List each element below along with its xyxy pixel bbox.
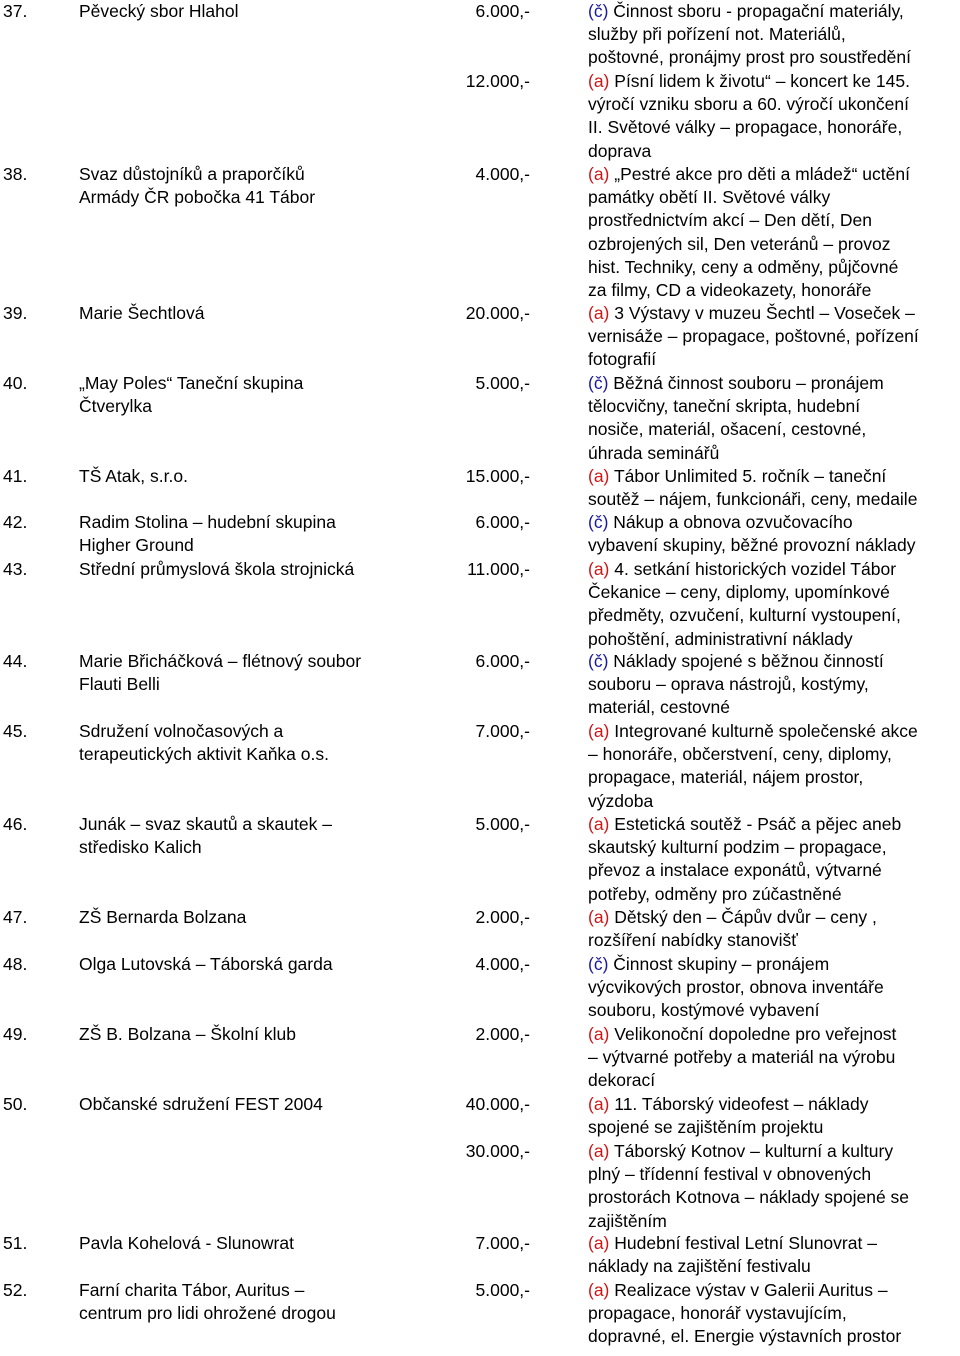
purpose-text: prostorách Kotnova – náklady spojené se bbox=[588, 1187, 910, 1208]
purpose-line bbox=[588, 1116, 823, 1139]
entry-number: 43. bbox=[3, 559, 28, 579]
purpose-text: pohoštění, administrativní náklady bbox=[588, 628, 853, 649]
purpose-text: soutěž – nájem, funkcionáři, ceny, medaile bbox=[588, 489, 918, 510]
entry-number: 42. bbox=[3, 512, 28, 532]
purpose-line bbox=[588, 209, 872, 232]
purpose-text: zajištěním bbox=[588, 1210, 667, 1231]
applicant-name-line: Armády ČR pobočka 41 Tábor bbox=[79, 187, 316, 208]
entry-number: 39. bbox=[3, 303, 28, 323]
purpose-line bbox=[588, 465, 886, 488]
purpose-text: – výtvarné potřeby a materiál na výrobu bbox=[588, 1047, 896, 1068]
purpose-line bbox=[588, 836, 887, 859]
purpose-category-code: (a) bbox=[588, 71, 610, 91]
purpose-text: Nákup a obnova ozvučovacího bbox=[613, 512, 853, 532]
purpose-category-code: (a) bbox=[588, 1094, 610, 1114]
applicant-name-line: Občanské sdružení FEST 2004 bbox=[79, 1094, 323, 1114]
purpose-text: výročí vzniku sboru a 60. výročí ukončení bbox=[588, 94, 909, 115]
purpose-text: 3 Výstavy v muzeu Šechtl – Voseček – bbox=[614, 303, 915, 323]
grant-amount: 5.000,- bbox=[475, 814, 530, 834]
grant-amount: 5.000,- bbox=[475, 373, 530, 393]
purpose-text: Estetická soutěž - Psáč a pějec aneb bbox=[614, 814, 902, 834]
purpose-line bbox=[588, 720, 918, 743]
purpose-text: plný – třídenní festival v obnovených bbox=[588, 1164, 872, 1185]
purpose-line bbox=[588, 70, 910, 93]
purpose-text: skautský kulturní podzim – propagace, bbox=[588, 837, 887, 858]
grant-amount: 12.000,- bbox=[465, 71, 530, 91]
purpose-line bbox=[588, 163, 910, 186]
applicant-name-line: Olga Lutovská – Táborská garda bbox=[79, 954, 333, 974]
applicant-name-line: Farní charita Tábor, Auritus – bbox=[79, 1280, 305, 1300]
purpose-line bbox=[588, 976, 884, 999]
purpose-text: Realizace výstav v Galerii Auritus – bbox=[614, 1280, 888, 1300]
applicant-name-line: Svaz důstojníků a praporčíků bbox=[79, 164, 305, 184]
purpose-category-code: (a) bbox=[588, 164, 610, 184]
purpose-line bbox=[588, 1232, 877, 1255]
purpose-text: Tábor Unlimited 5. ročník – taneční bbox=[613, 466, 887, 486]
purpose-line bbox=[588, 511, 853, 534]
purpose-line bbox=[588, 558, 896, 581]
applicant-name-line: Radim Stolina – hudební skupina bbox=[79, 512, 336, 532]
applicant-name-line: Higher Ground bbox=[79, 535, 194, 556]
purpose-line bbox=[588, 256, 898, 279]
purpose-text: Dětský den – Čápův dvůr – ceny , bbox=[614, 907, 877, 927]
entry-number: 48. bbox=[3, 954, 28, 974]
purpose-category-code: (a) bbox=[588, 1024, 610, 1044]
purpose-line bbox=[588, 813, 901, 836]
grant-amount: 7.000,- bbox=[475, 1233, 530, 1253]
applicant-name-line: Pavla Kohelová - Slunowrat bbox=[79, 1233, 294, 1253]
purpose-line bbox=[588, 279, 871, 302]
purpose-line bbox=[588, 233, 891, 256]
applicant-name-line: ZŠ Bernarda Bolzana bbox=[79, 907, 247, 927]
entry-number: 41. bbox=[3, 466, 28, 486]
purpose-line bbox=[588, 906, 877, 929]
purpose-text: spojené se zajištěním projektu bbox=[588, 1117, 824, 1138]
purpose-category-code: (č) bbox=[588, 1, 609, 21]
purpose-line bbox=[588, 1325, 901, 1348]
applicant-name-line: Pěvecký sbor Hlahol bbox=[79, 1, 239, 21]
purpose-line bbox=[588, 46, 911, 69]
purpose-text: souboru, kostýmové vybavení bbox=[588, 1000, 820, 1021]
grant-amount: 6.000,- bbox=[475, 651, 530, 671]
purpose-text: Běžná činnost souboru – pronájem bbox=[613, 373, 884, 393]
purpose-line bbox=[588, 743, 892, 766]
applicant-name-line: centrum pro lidi ohrožené drogou bbox=[79, 1303, 336, 1324]
purpose-line bbox=[588, 581, 890, 604]
purpose-text: doprava bbox=[588, 140, 652, 161]
purpose-line bbox=[588, 650, 884, 673]
applicant-name-line: Flauti Belli bbox=[79, 674, 160, 695]
purpose-text: Činnost sboru - propagační materiály, bbox=[613, 1, 904, 21]
purpose-text: hist. Techniky, ceny a odměny, půjčovné bbox=[588, 256, 899, 277]
purpose-text: propagace, honorář vystavujícím, bbox=[588, 1303, 847, 1324]
purpose-text: poštovné, pronájmy prost pro soustředění bbox=[588, 47, 911, 68]
purpose-text: dekorací bbox=[588, 1070, 656, 1091]
grant-amount: 11.000,- bbox=[467, 559, 530, 579]
grant-entry bbox=[0, 511, 960, 556]
grant-entry bbox=[0, 1023, 960, 1091]
purpose-line bbox=[588, 1023, 896, 1046]
purpose-category-code: (a) bbox=[588, 466, 610, 486]
applicant-name-line: Sdružení volnočasových a bbox=[79, 721, 284, 741]
purpose-text: 11. Táborský videofest – náklady bbox=[614, 1094, 869, 1114]
purpose-text: Velikonoční dopoledne pro veřejnost bbox=[614, 1024, 897, 1044]
purpose-line bbox=[588, 673, 869, 696]
purpose-line bbox=[588, 93, 909, 116]
applicant-name-line: TŠ Atak, s.r.o. bbox=[79, 466, 188, 486]
purpose-line bbox=[588, 1093, 869, 1116]
purpose-text: služby při pořízení not. Materiálů, bbox=[588, 24, 846, 45]
purpose-line bbox=[588, 325, 919, 348]
purpose-line bbox=[588, 628, 853, 651]
grant-entry bbox=[0, 813, 960, 904]
purpose-line bbox=[588, 696, 730, 719]
grant-entry bbox=[0, 372, 960, 463]
grant-entry bbox=[0, 720, 960, 811]
grant-amount: 5.000,- bbox=[475, 1280, 530, 1300]
entry-number: 51. bbox=[3, 1233, 28, 1253]
purpose-text: vernisáže – propagace, poštovné, pořízení bbox=[588, 326, 919, 347]
grant-amount: 15.000,- bbox=[465, 466, 530, 486]
purpose-line bbox=[588, 348, 656, 371]
purpose-line bbox=[588, 488, 917, 511]
grant-entry bbox=[0, 1232, 960, 1277]
grant-entry bbox=[0, 302, 960, 370]
purpose-line bbox=[588, 1163, 871, 1186]
purpose-text: prostřednictvím akcí – Den dětí, Den bbox=[588, 210, 873, 231]
purpose-line bbox=[588, 859, 882, 882]
purpose-text: souboru – oprava nástrojů, kostýmy, bbox=[588, 674, 869, 695]
purpose-line bbox=[588, 418, 866, 441]
grant-entry bbox=[0, 1279, 960, 1347]
purpose-line bbox=[588, 766, 863, 789]
purpose-category-code: (a) bbox=[588, 1233, 610, 1253]
purpose-text: výcvikových prostor, obnova inventáře bbox=[588, 977, 884, 998]
grant-amount: 6.000,- bbox=[475, 1, 530, 21]
purpose-line bbox=[588, 929, 798, 952]
applicant-name-line: ZŠ B. Bolzana – Školní klub bbox=[79, 1024, 296, 1044]
purpose-text: rozšíření nabídky stanovišť bbox=[588, 930, 798, 951]
purpose-text: 4. setkání historických vozidel Tábor bbox=[614, 559, 897, 579]
grant-entry bbox=[0, 906, 960, 951]
purpose-text: propagace, materiál, nájem prostor, bbox=[588, 767, 864, 788]
purpose-line bbox=[588, 604, 901, 627]
purpose-line bbox=[588, 1255, 811, 1278]
purpose-line bbox=[588, 442, 719, 465]
purpose-text: Činnost skupiny – pronájem bbox=[613, 954, 830, 974]
grant-entry bbox=[0, 0, 960, 161]
purpose-text: nosiče, materiál, ošacení, cestovné, bbox=[588, 419, 867, 440]
purpose-line bbox=[588, 23, 846, 46]
purpose-line bbox=[588, 1210, 667, 1233]
purpose-category-code: (a) bbox=[588, 1280, 610, 1300]
applicant-name-line: terapeutických aktivit Kaňka o.s. bbox=[79, 744, 329, 765]
applicant-name-line: Junák – svaz skautů a skautek – bbox=[79, 814, 332, 834]
purpose-text: vybavení skupiny, běžné provozní náklady bbox=[588, 535, 916, 556]
purpose-text: náklady na zajištění festivalu bbox=[588, 1256, 811, 1277]
purpose-text: předměty, ozvučení, kulturní vystoupení, bbox=[588, 605, 901, 626]
purpose-text: – honoráře, občerstvení, ceny, diplomy, bbox=[588, 744, 892, 765]
purpose-text: Integrované kulturně společenské akce bbox=[614, 721, 918, 741]
purpose-line bbox=[588, 0, 904, 23]
purpose-category-code: (a) bbox=[588, 1141, 610, 1161]
purpose-line bbox=[588, 790, 653, 813]
grant-entry bbox=[0, 650, 960, 718]
purpose-text: II. Světové války – propagace, honoráře, bbox=[588, 117, 903, 138]
entry-number: 40. bbox=[3, 373, 28, 393]
purpose-text: převoz a instalace exponátů, výtvarné bbox=[588, 860, 882, 881]
purpose-line bbox=[588, 302, 915, 325]
grant-entry bbox=[0, 465, 960, 510]
purpose-line bbox=[588, 1046, 895, 1069]
purpose-text: Čekanice – ceny, diplomy, upomínkové bbox=[588, 582, 890, 603]
purpose-category-code: (č) bbox=[588, 512, 609, 532]
purpose-text: Hudební festival Letní Slunovrat – bbox=[614, 1233, 877, 1253]
purpose-line bbox=[588, 1140, 893, 1163]
purpose-category-code: (č) bbox=[588, 651, 609, 671]
purpose-line bbox=[588, 999, 820, 1022]
entry-number: 45. bbox=[3, 721, 28, 741]
purpose-line bbox=[588, 140, 651, 163]
entry-number: 46. bbox=[3, 814, 28, 834]
purpose-text: výzdoba bbox=[588, 790, 654, 811]
entry-number: 38. bbox=[3, 164, 28, 184]
applicant-name-line: středisko Kalich bbox=[79, 837, 202, 858]
purpose-text: tělocvičny, taneční skripta, hudební bbox=[588, 396, 861, 417]
purpose-line bbox=[588, 883, 842, 906]
purpose-line bbox=[588, 116, 902, 139]
applicant-name-line: Marie Šechtlová bbox=[79, 303, 205, 323]
entry-number: 50. bbox=[3, 1094, 28, 1114]
purpose-line bbox=[588, 1186, 909, 1209]
purpose-text: Táborský Kotnov – kulturní a kultury bbox=[613, 1141, 894, 1161]
purpose-text: „Pestré akce pro děti a mládež“ uctění bbox=[614, 164, 910, 184]
entry-number: 47. bbox=[3, 907, 28, 927]
grant-amount: 4.000,- bbox=[475, 164, 530, 184]
purpose-category-code: (a) bbox=[588, 814, 610, 834]
entry-number: 49. bbox=[3, 1024, 28, 1044]
purpose-category-code: (a) bbox=[588, 559, 610, 579]
purpose-category-code: (a) bbox=[588, 303, 610, 323]
entry-number: 37. bbox=[3, 1, 28, 21]
grant-entry bbox=[0, 558, 960, 649]
purpose-category-code: (a) bbox=[588, 721, 610, 741]
purpose-category-code: (č) bbox=[588, 954, 609, 974]
grant-amount: 7.000,- bbox=[475, 721, 530, 741]
purpose-text: úhrada seminářů bbox=[588, 442, 720, 463]
grant-amount: 2.000,- bbox=[475, 1024, 530, 1044]
purpose-text: dopravné, el. Energie výstavních prostor bbox=[588, 1326, 902, 1347]
grant-amount: 30.000,- bbox=[465, 1141, 530, 1161]
purpose-line bbox=[588, 395, 860, 418]
grant-amount: 20.000,- bbox=[465, 303, 530, 323]
entry-number: 44. bbox=[3, 651, 28, 671]
purpose-text: Písní lidem k životu“ – koncert ke 145. bbox=[614, 71, 910, 91]
grant-amount: 4.000,- bbox=[475, 954, 530, 974]
purpose-text: památky obětí II. Světové války bbox=[588, 187, 831, 208]
purpose-line bbox=[588, 1069, 655, 1092]
grant-amount: 40.000,- bbox=[465, 1094, 530, 1114]
grant-amount: 6.000,- bbox=[475, 512, 530, 532]
purpose-text: potřeby, odměny pro zúčastněné bbox=[588, 883, 842, 904]
purpose-text: ozbrojených sil, Den veteránů – provoz bbox=[588, 233, 891, 254]
purpose-line bbox=[588, 534, 916, 557]
applicant-name-line: Střední průmyslová škola strojnická bbox=[79, 559, 355, 579]
purpose-text: Náklady spojené s běžnou činností bbox=[613, 651, 884, 671]
grant-entry bbox=[0, 1093, 960, 1231]
purpose-line bbox=[588, 953, 829, 976]
purpose-line bbox=[588, 1302, 847, 1325]
purpose-category-code: (a) bbox=[588, 907, 610, 927]
purpose-category-code: (č) bbox=[588, 373, 609, 393]
purpose-line bbox=[588, 1279, 888, 1302]
grant-entry bbox=[0, 953, 960, 1021]
applicant-name-line: „May Poles“ Taneční skupina bbox=[79, 373, 304, 393]
applicant-name-line: Čtverylka bbox=[79, 396, 152, 417]
entry-number: 52. bbox=[3, 1280, 28, 1300]
grant-amount: 2.000,- bbox=[475, 907, 530, 927]
purpose-line bbox=[588, 186, 830, 209]
purpose-text: fotografií bbox=[588, 349, 657, 370]
purpose-text: materiál, cestovné bbox=[588, 697, 731, 718]
applicant-name-line: Marie Břicháčková – flétnový soubor bbox=[79, 651, 362, 671]
grant-entry bbox=[0, 163, 960, 300]
purpose-text: za filmy, CD a videokazety, honoráře bbox=[588, 280, 872, 300]
purpose-line bbox=[588, 372, 884, 395]
